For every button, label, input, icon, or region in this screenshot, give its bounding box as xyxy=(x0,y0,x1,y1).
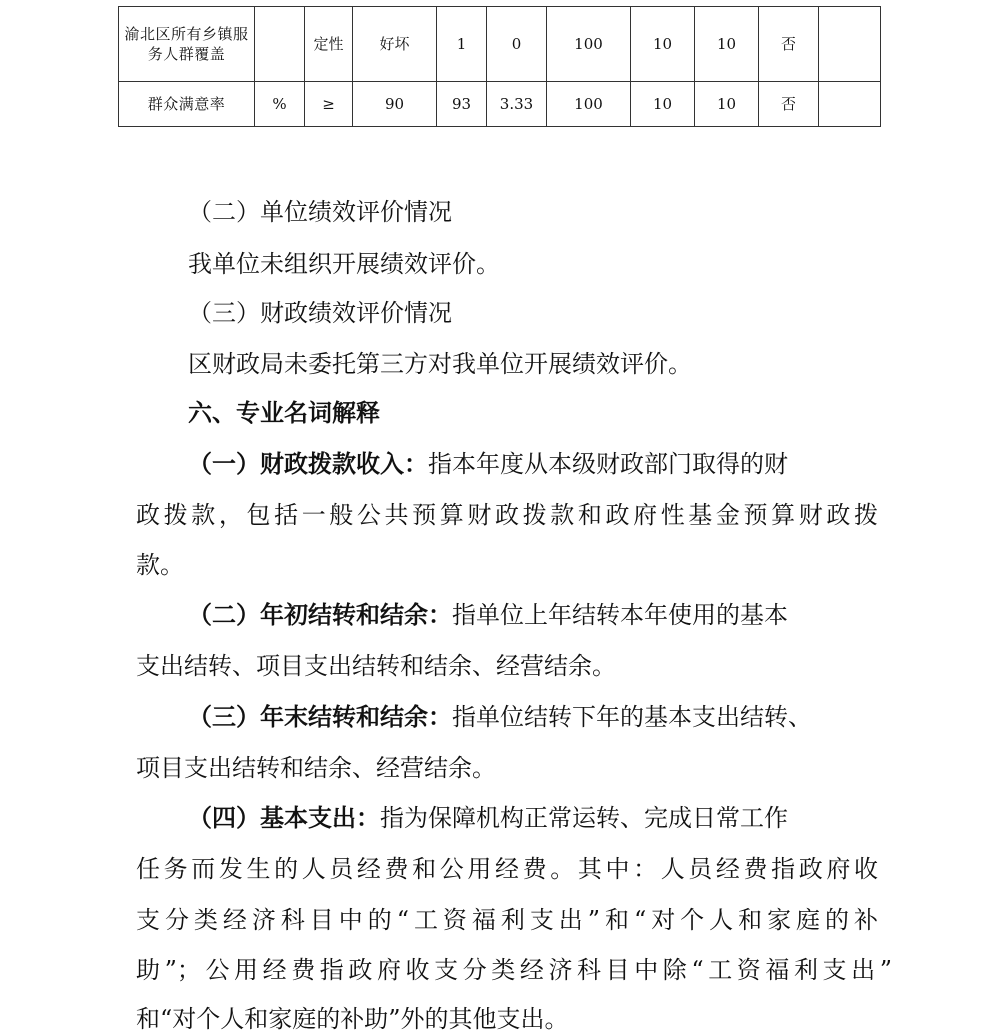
glossary-item-1-line-1 xyxy=(188,450,878,478)
performance-table xyxy=(118,6,881,127)
glossary-heading: 六、专业名词解释 xyxy=(188,398,380,427)
table-cell-unit: % xyxy=(255,82,305,127)
unit-eval-heading: （二）单位绩效评价情况 xyxy=(188,198,452,226)
table-cell-remark xyxy=(819,7,881,82)
glossary-item-3-line-2: 项目支出结转和结余、经营结余。 xyxy=(136,754,496,782)
table-row xyxy=(119,82,881,127)
glossary-item-2-line-1 xyxy=(188,601,878,629)
table-cell-value: 100 xyxy=(547,82,631,127)
glossary-text: 指本年度从本级财政部门取得的财 xyxy=(428,450,788,478)
table-cell-flag: 否 xyxy=(759,82,819,127)
glossary-item-2-line-2: 支出结转、项目支出结转和结余、经营结余。 xyxy=(136,652,616,680)
table-cell-target: 好坏 xyxy=(353,7,437,82)
table-row xyxy=(119,7,881,82)
glossary-item-4-line-4 xyxy=(136,956,892,984)
glossary-term-fiscal-appropriation: （一）财政拨款收入： xyxy=(188,449,428,478)
glossary-text: 指单位结转下年的基本支出结转、 xyxy=(452,703,812,731)
table-cell-deviation: 0 xyxy=(487,7,547,82)
glossary-text: 指为保障机构正常运转、完成日常工作 xyxy=(380,804,788,832)
table-cell-actual: 93 xyxy=(437,82,487,127)
glossary-item-4-line-2 xyxy=(136,855,878,883)
glossary-item-4-line-3 xyxy=(136,906,878,934)
unit-eval-text: 我单位未组织开展绩效评价。 xyxy=(188,250,500,278)
glossary-item-4-line-5: 和“对个人和家庭的补助”外的其他支出。 xyxy=(136,1005,569,1033)
finance-eval-heading: （三）财政绩效评价情况 xyxy=(188,299,452,327)
table-cell-indicator: 渝北区所有乡镇服务人群覆盖 xyxy=(119,7,255,82)
glossary-text: 指单位上年结转本年使用的基本 xyxy=(452,601,788,629)
glossary-term-closing-carryover: （三）年末结转和结余： xyxy=(188,702,452,731)
glossary-term-basic-expenditure: （四）基本支出： xyxy=(188,803,380,832)
table-cell-operator: ≥ xyxy=(305,82,353,127)
table-cell-flag: 否 xyxy=(759,7,819,82)
table-cell-target: 90 xyxy=(353,82,437,127)
glossary-item-1-line-2 xyxy=(136,501,878,529)
table-cell-value: 100 xyxy=(547,7,631,82)
glossary-text: 政拨款，包括一般公共预算财政拨款和政府性基金预算财政拨 xyxy=(136,501,878,529)
table-cell-deviation: 3.33 xyxy=(487,82,547,127)
glossary-term-opening-carryover: （二）年初结转和结余： xyxy=(188,600,452,629)
glossary-text: 任务而发生的人员经费和公用经费。其中：人员经费指政府收 xyxy=(136,855,878,883)
table-cell-operator: 定性 xyxy=(305,7,353,82)
table-cell-score: 10 xyxy=(695,7,759,82)
table-cell-remark xyxy=(819,82,881,127)
table-cell-score: 10 xyxy=(695,82,759,127)
table-cell-weight: 10 xyxy=(631,7,695,82)
glossary-text: 支分类经济科目中的“工资福利支出”和“对个人和家庭的补 xyxy=(136,906,878,934)
glossary-item-4-line-1 xyxy=(188,804,878,832)
table-cell-actual: 1 xyxy=(437,7,487,82)
glossary-text: 助”；公用经费指政府收支分类经济科目中除“工资福利支出” xyxy=(136,956,892,984)
glossary-item-1-line-3: 款。 xyxy=(136,551,184,579)
glossary-item-3-line-1 xyxy=(188,703,893,731)
table-cell-unit xyxy=(255,7,305,82)
table-cell-indicator: 群众满意率 xyxy=(119,82,255,127)
finance-eval-text: 区财政局未委托第三方对我单位开展绩效评价。 xyxy=(188,350,692,378)
table-cell-weight: 10 xyxy=(631,82,695,127)
